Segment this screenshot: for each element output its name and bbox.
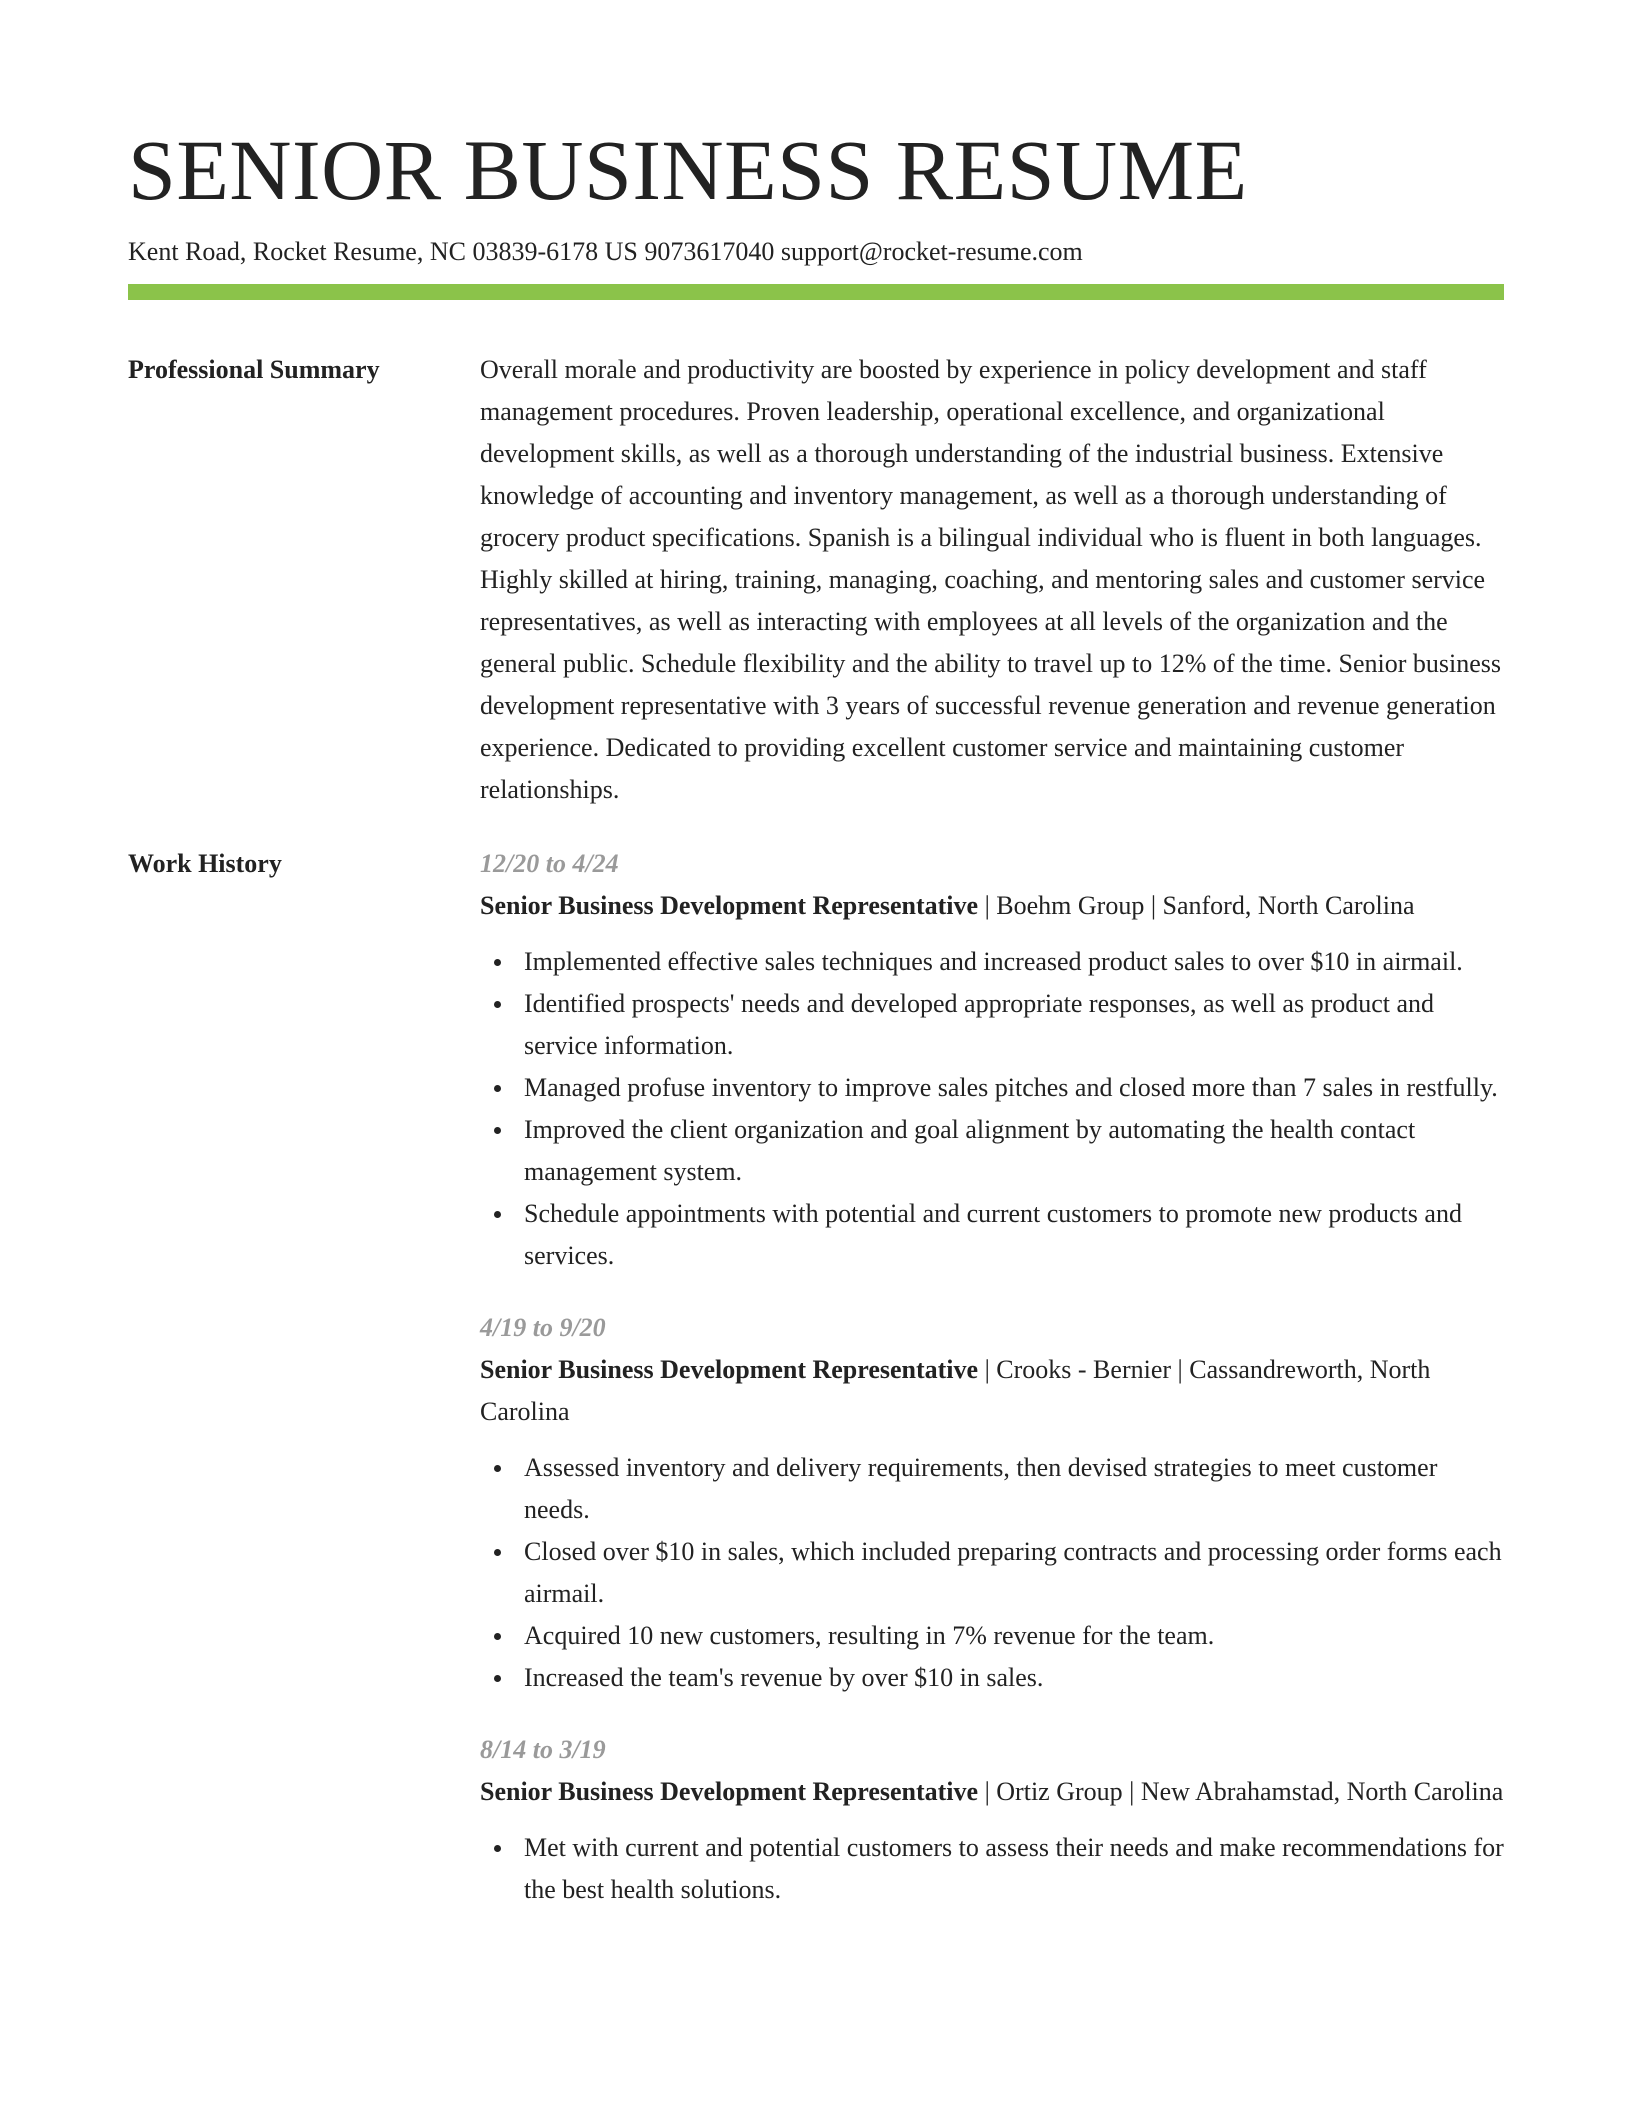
accent-divider <box>128 284 1504 300</box>
job-details: | Ortiz Group | New Abrahamstad, North Carolina <box>978 1777 1504 1806</box>
job-bullet: Acquired 10 new customers, resulting in 7% revenue for the team. <box>480 1615 1504 1657</box>
section-label-professional-summary: Professional Summary <box>128 355 380 384</box>
job-heading <box>480 1771 1504 1813</box>
job-bullet: Schedule appointments with potential and current customers to promote new products and services. <box>480 1193 1504 1277</box>
job-bullet-list <box>480 941 1504 1277</box>
job-details: | Crooks - Bernier | Cassandreworth, North Carolina <box>480 1355 1431 1426</box>
job-entry <box>480 1729 1504 1911</box>
resume-title: SENIOR BUSINESS RESUME <box>128 122 1248 218</box>
job-bullet: Improved the client organization and goal alignment by automating the health contact management system. <box>480 1109 1504 1193</box>
job-dates: 8/14 to 3/19 <box>480 1735 606 1764</box>
job-heading <box>480 1349 1504 1433</box>
job-title: Senior Business Development Representative <box>480 1355 979 1384</box>
job-entry <box>480 1307 1504 1699</box>
summary-body <box>480 349 1504 811</box>
job-bullet-list <box>480 1447 1504 1699</box>
job-bullet-list <box>480 1827 1504 1911</box>
job-bullet: Managed profuse inventory to improve sales pitches and closed more than 7 sales in restfully. <box>480 1067 1504 1109</box>
professional-summary-section <box>128 349 1504 811</box>
job-details: | Boehm Group | Sanford, North Carolina <box>978 891 1415 920</box>
contact-line: Kent Road, Rocket Resume, NC 03839-6178 US 9073617040 support@rocket-resume.com <box>128 237 1083 266</box>
job-bullet: Assessed inventory and delivery requirements, then devised strategies to meet customer needs. <box>480 1447 1504 1531</box>
work-history-section <box>128 843 1504 1941</box>
job-dates: 12/20 to 4/24 <box>480 849 619 878</box>
job-bullet: Increased the team's revenue by over $10 in sales. <box>480 1657 1504 1699</box>
job-heading <box>480 885 1504 927</box>
work-history-body <box>480 843 1504 1941</box>
job-bullet: Implemented effective sales techniques and increased product sales to over $10 in airmail. <box>480 941 1504 983</box>
job-bullet: Identified prospects' needs and developed appropriate responses, as well as product and service information. <box>480 983 1504 1067</box>
job-bullet: Closed over $10 in sales, which included preparing contracts and processing order forms each airmail. <box>480 1531 1504 1615</box>
resume-page <box>128 0 1504 1941</box>
job-entry <box>480 843 1504 1277</box>
section-label-work-history: Work History <box>128 849 282 878</box>
job-title: Senior Business Development Representative <box>480 891 979 920</box>
summary-text: Overall morale and productivity are boosted by experience in policy development and staff management procedures. Proven leadership, operational excellence, and organizational development skills, as well as a thorough understanding of the industrial business. Extensive knowledge of accounting and inventory management, as well as a thorough understanding of grocery product specifications. Spanish is a bilingual individual who is fluent in both languages. Highly skilled at hiring, training, managing, coaching, and mentoring sales and customer service representatives, as well as interacting with employees at all levels of the organization and the general public. Schedule flexibility and the ability to travel up to 12% of the time. Senior business development representative with 3 years of successful revenue generation and revenue generation experience. Dedicated to providing excellent customer service and maintaining customer relationships. <box>480 355 1501 804</box>
job-dates: 4/19 to 9/20 <box>480 1313 606 1342</box>
job-title: Senior Business Development Representative <box>480 1777 979 1806</box>
job-bullet: Met with current and potential customers to assess their needs and make recommendations for the best health solutions. <box>480 1827 1504 1911</box>
